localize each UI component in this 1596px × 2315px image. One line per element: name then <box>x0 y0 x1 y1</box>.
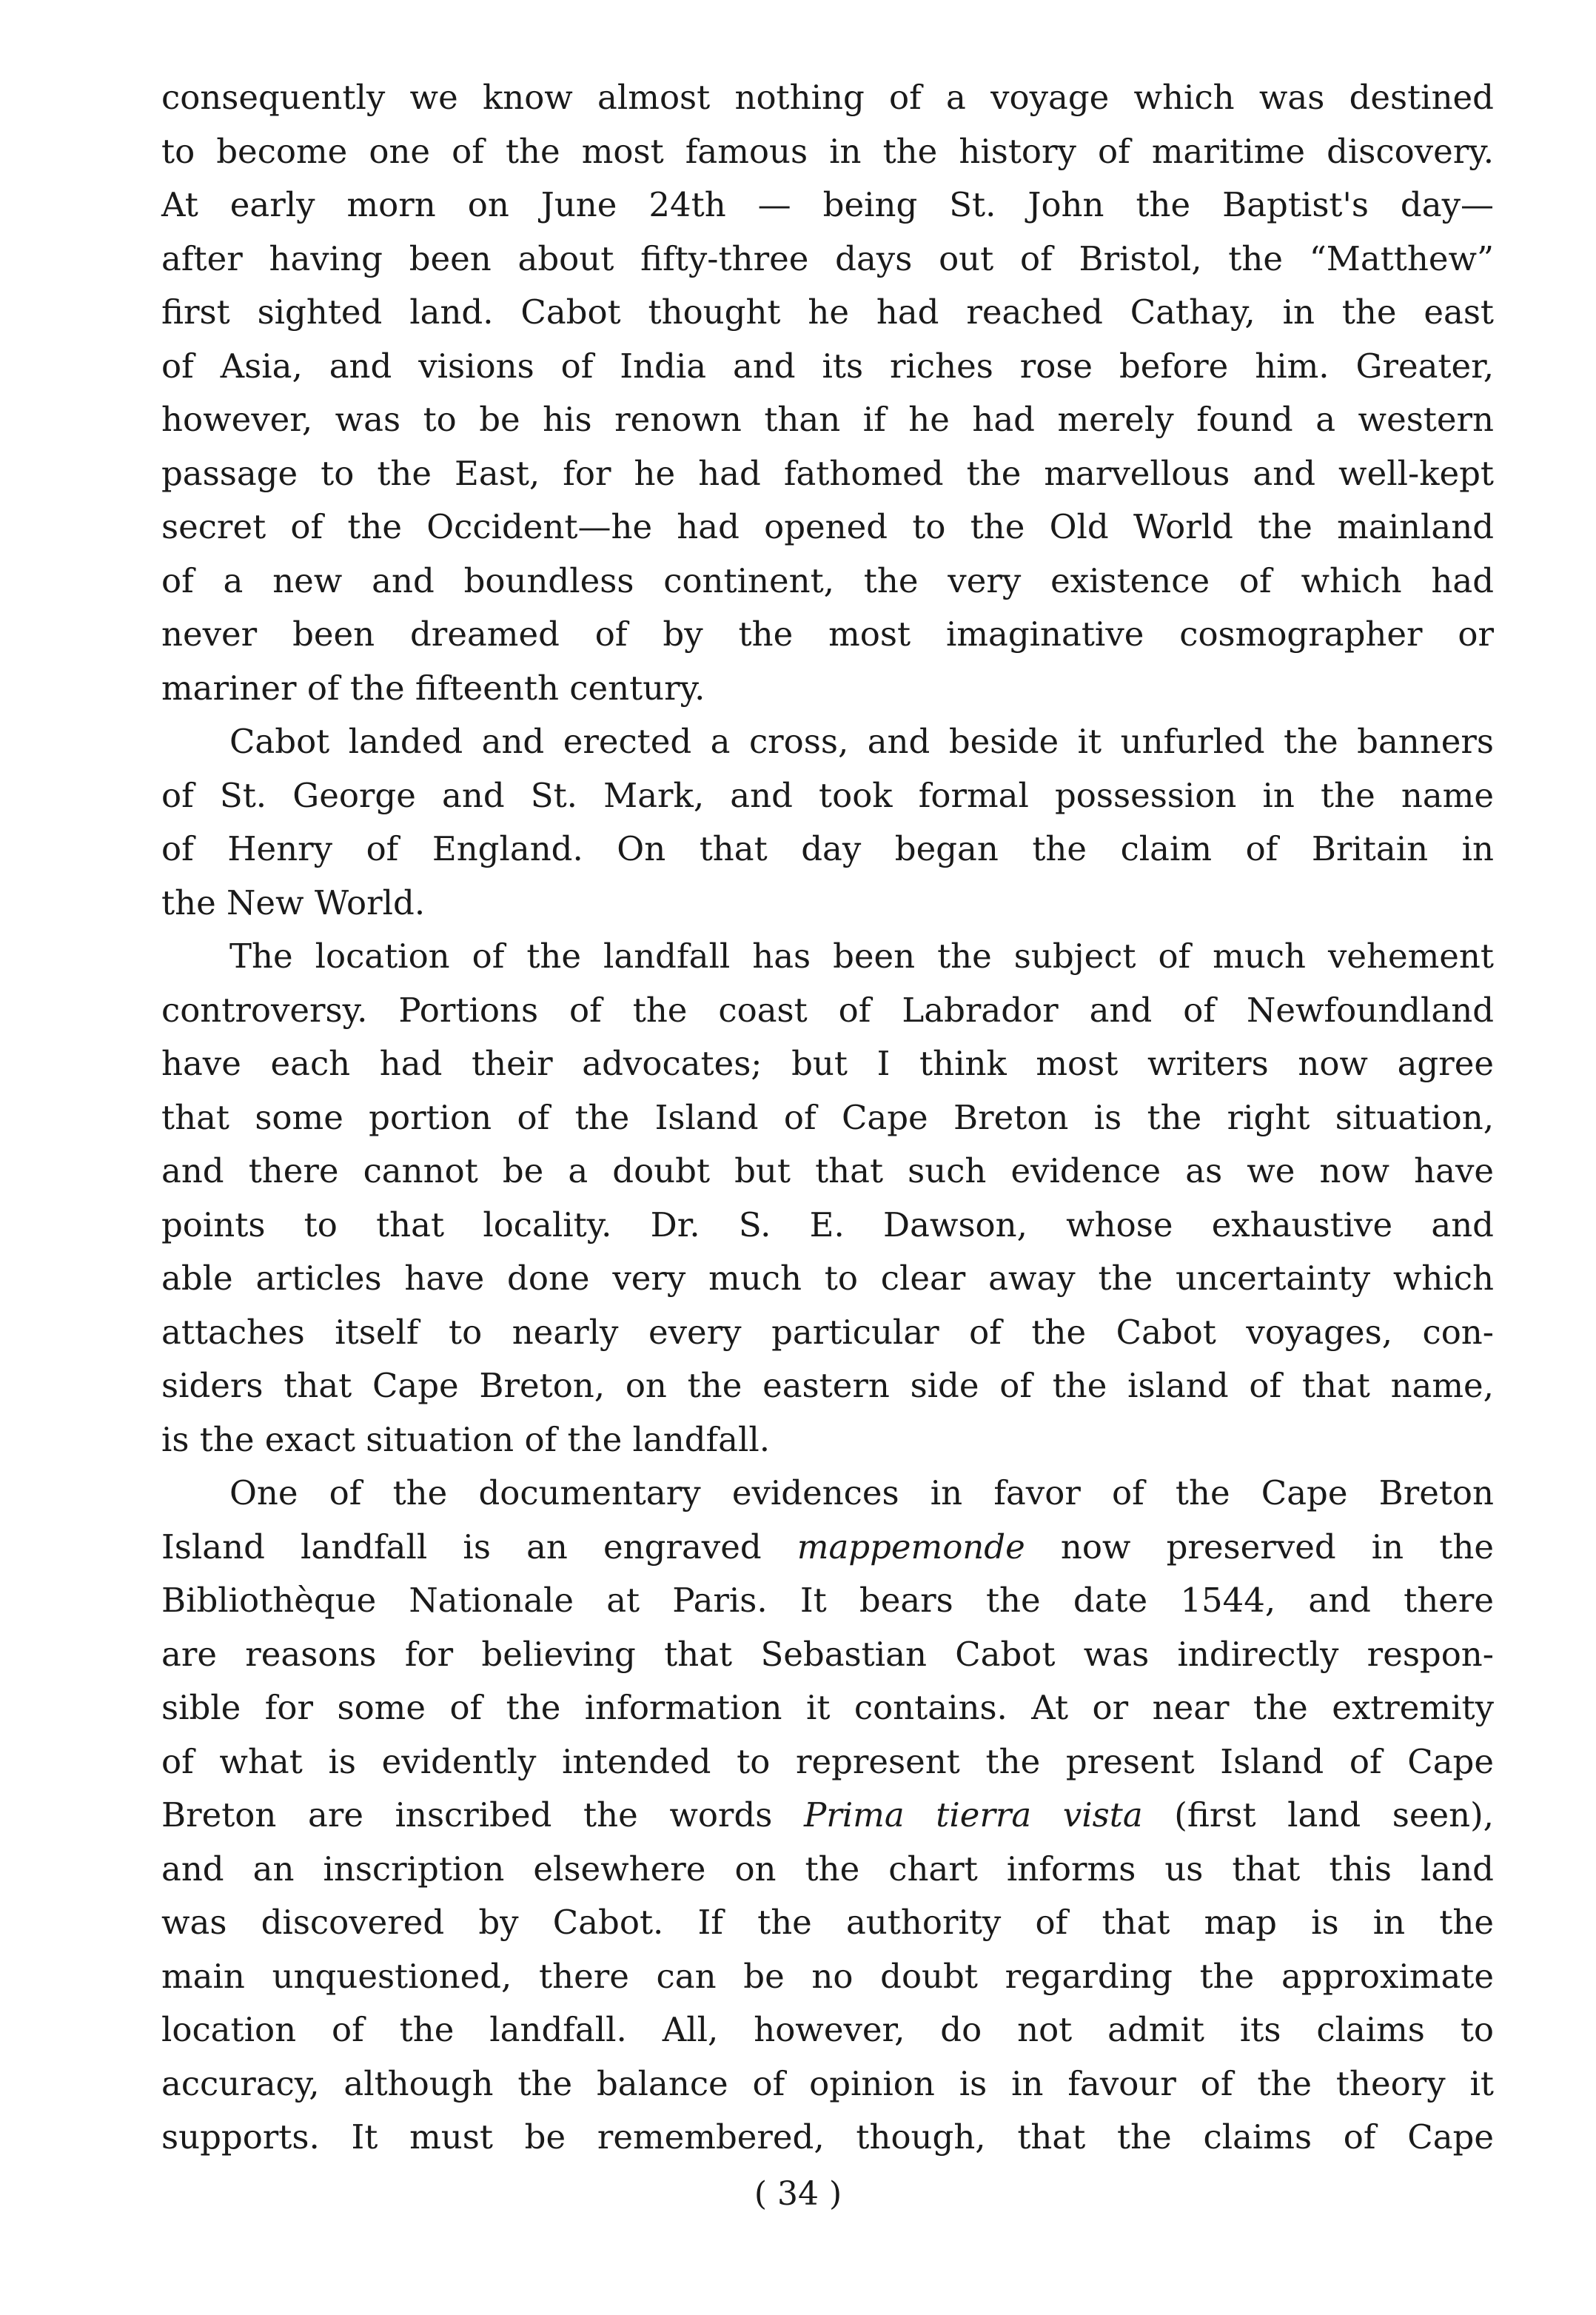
text-line: however, was to be his renown than if he had merely found a western <box>161 400 1494 439</box>
text-line: Bibliothèque Nationale at Paris. It bears the date 1544, and there <box>161 1581 1494 1620</box>
page-number: ( 34 ) <box>754 2175 842 2213</box>
text-line: attaches itself to nearly every particular of the Cabot voyages, con- <box>161 1312 1494 1352</box>
text-line: supports. It must be remembered, though, that the claims of Cape <box>161 2117 1494 2157</box>
text-line: to become one of the most famous in the history of maritime discovery. <box>161 131 1494 171</box>
text-line: accuracy, although the balance of opinion is in favour of the theory it <box>161 2063 1494 2103</box>
text-line: able articles have done very much to clear away the uncertainty which <box>161 1259 1494 1298</box>
text-line: Island landfall is an engraved mappemonde now preserved in the <box>161 1527 1494 1567</box>
text-line: One of the documentary evidences in favor of the Cape Breton <box>229 1473 1494 1512</box>
text-line: secret of the Occident—he had opened to the Old World the mainland <box>161 507 1494 546</box>
text-line: of what is evidently intended to represent the present Island of Cape <box>161 1741 1494 1781</box>
text-line: The location of the landfall has been the subject of much vehement <box>229 937 1494 976</box>
text-line: of Henry of England. On that day began the claim of Britain in <box>161 829 1494 868</box>
text-line: siders that Cape Breton, on the eastern side of the island of that name, <box>161 1366 1494 1405</box>
text-line: are reasons for believing that Sebastian Cabot was indirectly respon- <box>161 1634 1494 1674</box>
text-line: of Asia, and visions of India and its riches rose before him. Greater, <box>161 346 1494 386</box>
text-line: that some portion of the Island of Cape Breton is the right situation, <box>161 1097 1494 1137</box>
text-line: never been dreamed of by the most imaginative cosmographer or <box>161 614 1494 654</box>
text-line: controversy. Portions of the coast of Labrador and of Newfoundland <box>161 990 1494 1030</box>
text-line: mariner of the fifteenth century. <box>161 668 705 708</box>
text-line: of St. George and St. Mark, and took formal possession in the name <box>161 775 1494 815</box>
text-line: was discovered by Cabot. If the authority of that map is in the <box>161 1903 1494 1942</box>
text-line: the New World. <box>161 882 426 922</box>
text-line: and an inscription elsewhere on the chart informs us that this land <box>161 1849 1494 1889</box>
text-line: main unquestioned, there can be no doubt regarding the approximate <box>161 1956 1494 1996</box>
italic-term: mappemonde <box>797 1527 1025 1567</box>
text-line: Cabot landed and erected a cross, and beside it unfurled the banners <box>229 722 1494 761</box>
text-line: points to that locality. Dr. S. E. Dawson, whose exhaustive and <box>161 1205 1494 1244</box>
text-line: consequently we know almost nothing of a voyage which was destined <box>161 78 1494 117</box>
text-line: location of the landfall. All, however, do not admit its claims to <box>161 2010 1494 2049</box>
paragraph <box>161 71 1494 715</box>
text-line: first sighted land. Cabot thought he had reached Cathay, in the east <box>161 292 1494 332</box>
text-line: passage to the East, for he had fathomed the marvellous and well-kept <box>161 453 1494 493</box>
text-line: At early morn on June 24th — being St. John the Baptist's day— <box>161 185 1494 224</box>
text-line: have each had their advocates; but I think most writers now agree <box>161 1044 1494 1083</box>
text-line: sible for some of the information it contains. At or near the extremity <box>161 1688 1494 1727</box>
paragraph <box>161 715 1494 930</box>
paragraph <box>161 1467 1494 2165</box>
paragraph <box>161 930 1494 1467</box>
text-line: Breton are inscribed the words Prima tierra vista (first land seen), <box>161 1795 1494 1835</box>
text-line: after having been about fifty-three days out of Bristol, the “Matthew” <box>161 238 1494 278</box>
body-text <box>161 71 1494 2165</box>
text-line: and there cannot be a doubt but that such evidence as we now have <box>161 1151 1494 1190</box>
text-line: is the exact situation of the landfall. <box>161 1419 771 1459</box>
book-page <box>161 71 1494 2165</box>
text-line: of a new and boundless continent, the very existence of which had <box>161 560 1494 600</box>
italic-term: Prima tierra vista <box>803 1795 1143 1835</box>
